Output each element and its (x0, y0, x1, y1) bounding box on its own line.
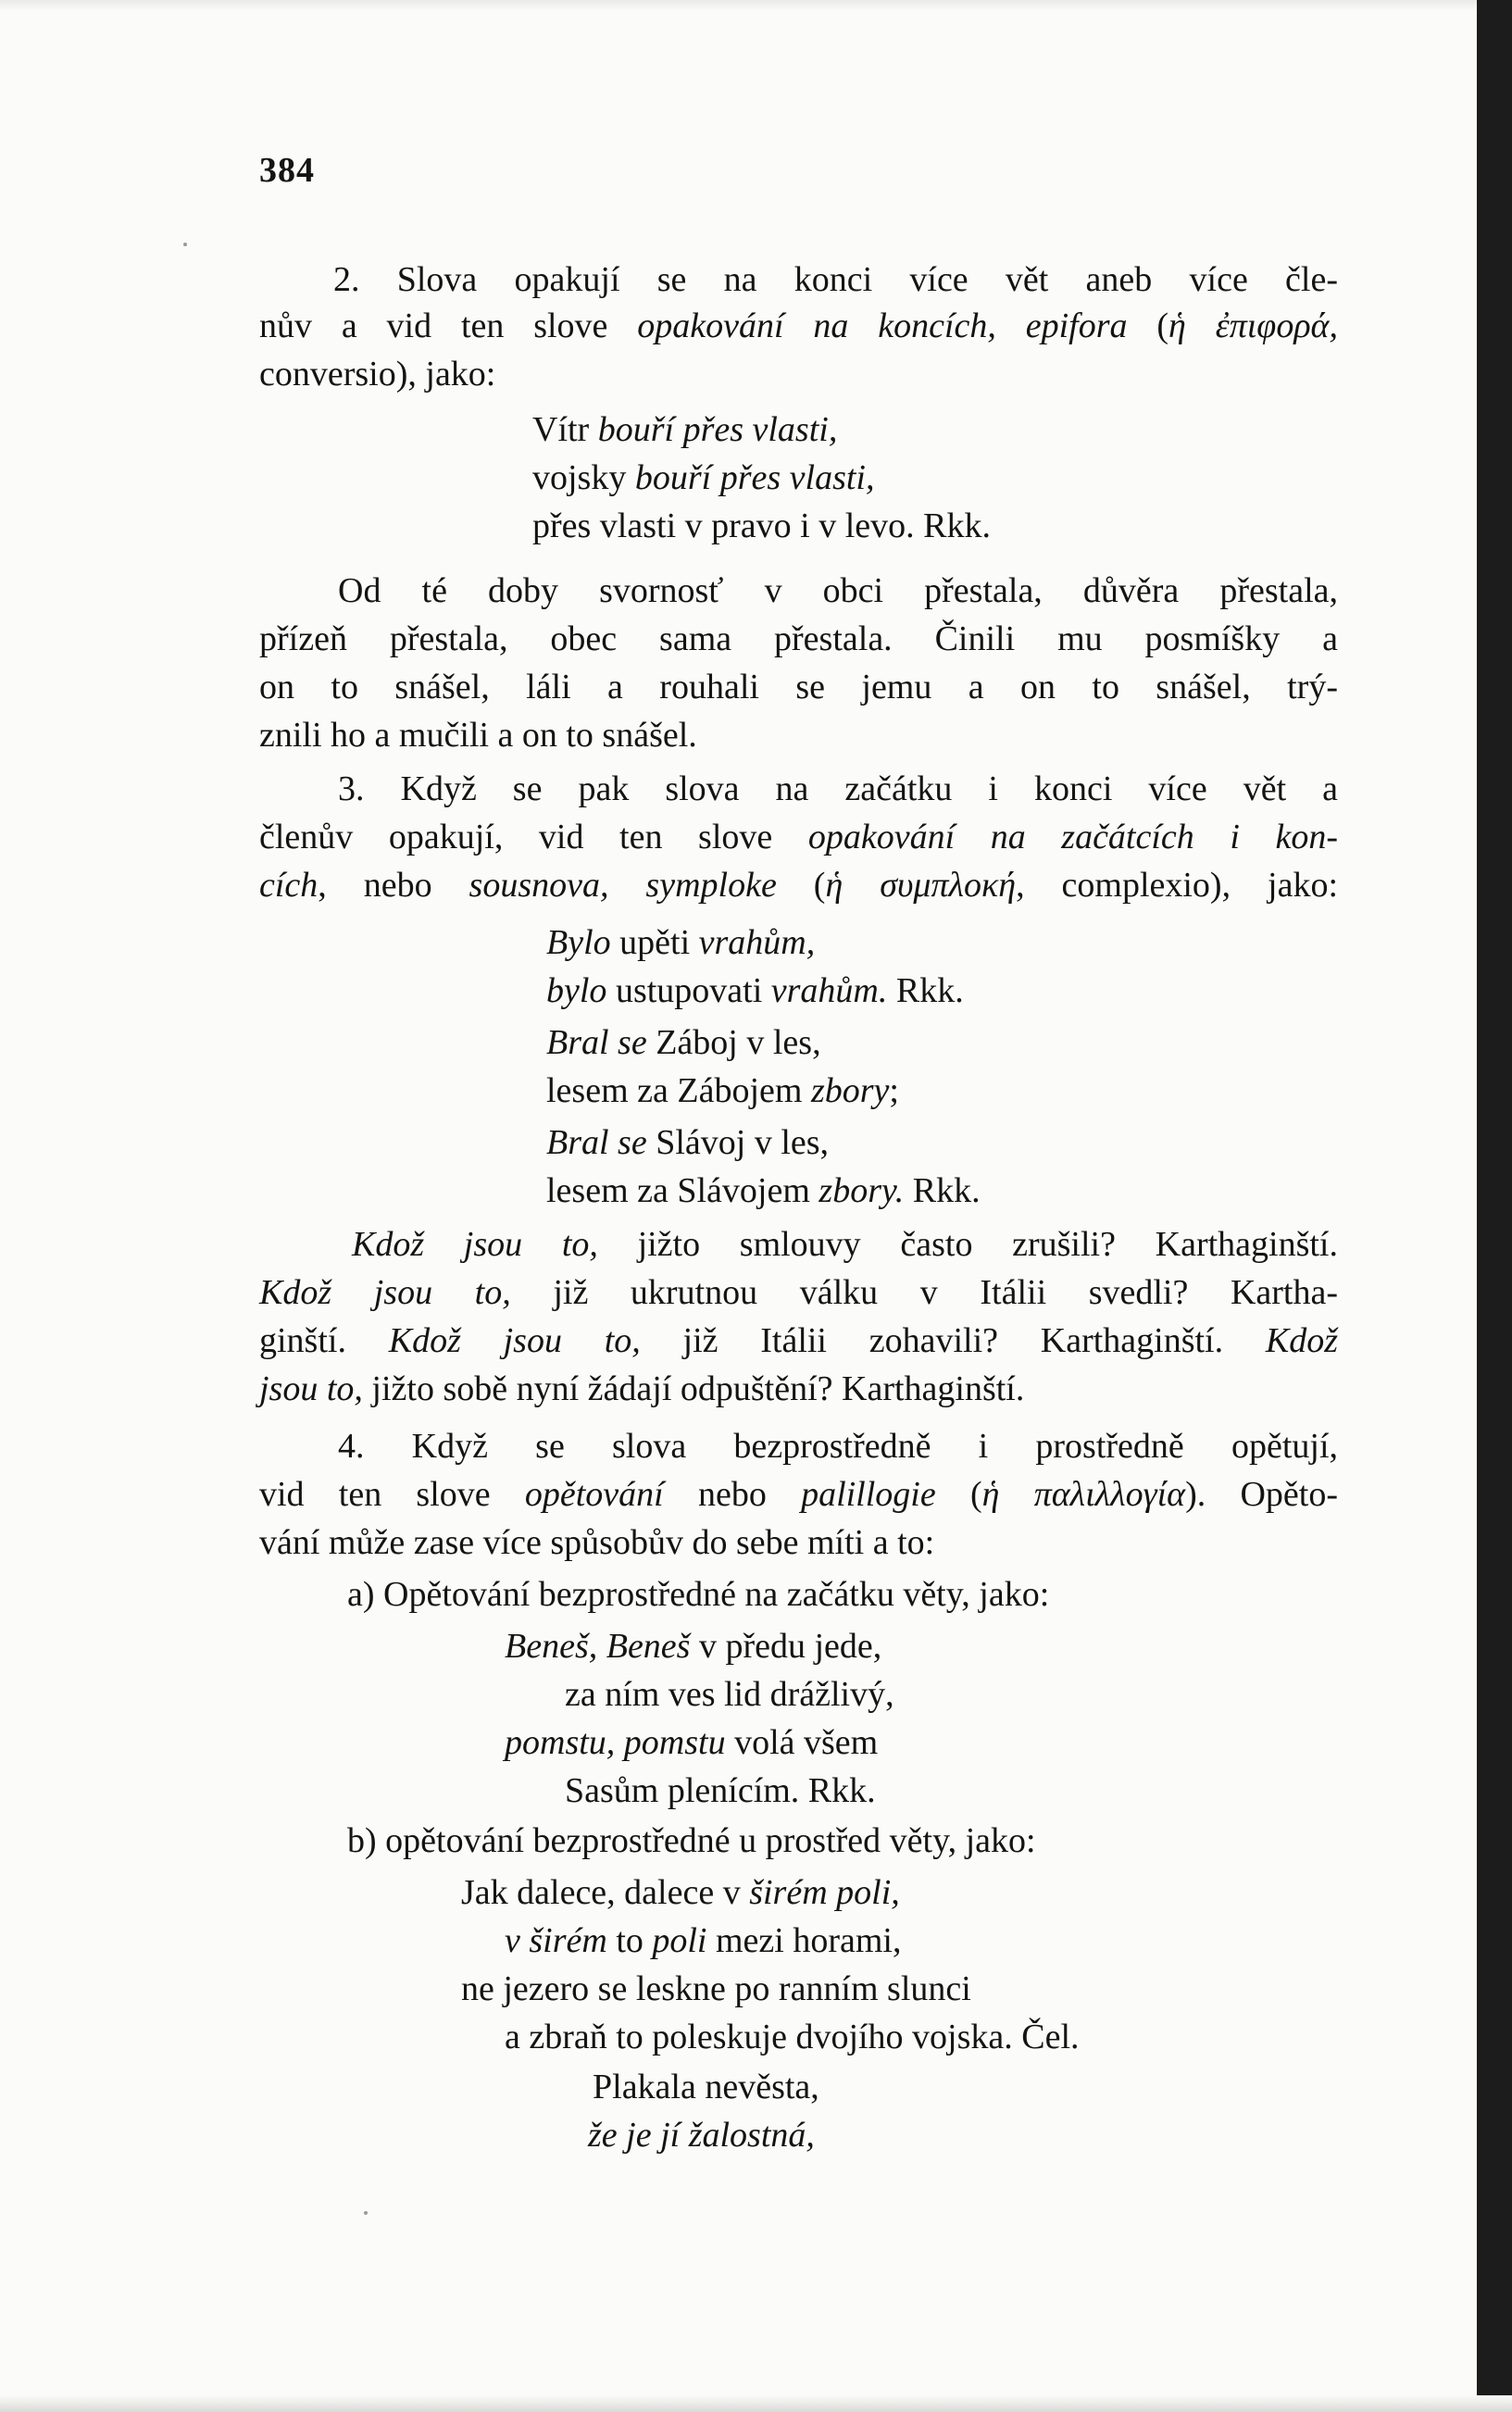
s3-verse-4: lesem za Zábojem zbory; (546, 1071, 899, 1110)
s4b-verse-6: že je jí žalostná, (588, 2116, 815, 2155)
s3-para-line-2: Kdož jsou to, již ukrutnou válku v Itálii svedli? Kartha- (259, 1273, 1338, 1312)
s2-para-line-4: znili ho a mučili a on to snášel. (259, 716, 697, 755)
s4a-verse-3: pomstu, pomstu volá všem (505, 1723, 879, 1762)
s3-verse-3: Bral se Záboj v les, (546, 1023, 821, 1062)
s3-line-3: cích, nebo sousnova, symploke (ἡ συμπλοκή, complexio), jako: (259, 866, 1338, 905)
speck (183, 243, 187, 246)
page-right-border (1477, 0, 1512, 2412)
s4b-verse-1: Jak dalece, dalece v širém poli, (461, 1873, 900, 1912)
page-top-shadow (0, 0, 1512, 11)
s2-line-2: nův a vid ten slove opakování na koncích, epifora (ἡ ἐπιφορά, (259, 306, 1339, 345)
s2-verse-3: přes vlasti v pravo i v levo. Rkk. (532, 506, 991, 545)
s2-line-1: 2. Slova opakují se na konci více vět aneb více čle- (333, 260, 1338, 299)
s3-line-2: členův opakují, vid ten slove opakování na začátcích i kon- (259, 818, 1339, 856)
s4a-verse-2: za ním ves lid drážlivý, (565, 1675, 894, 1714)
page-number: 384 (259, 151, 315, 190)
s4-item-b: b) opětování bezprostředné u prostřed věty, jako: (347, 1821, 1036, 1860)
s4b-verse-3: ne jezero se leskne po ranním slunci (461, 1969, 971, 2008)
s4-line-2: vid ten slove opětování nebo palillogie (ἡ παλιλλογία). Opěto- (259, 1475, 1338, 1514)
s4b-verse-4: a zbraň to poleskuje dvojího vojska. Čel. (505, 2018, 1080, 2056)
page-bottom-shadow (0, 2395, 1512, 2412)
s3-verse-6: lesem za Slávojem zbory. Rkk. (546, 1171, 981, 1210)
s3-verse-1: Bylo upěti vrahům, (546, 923, 816, 962)
s3-verse-5: Bral se Slávoj v les, (546, 1123, 830, 1162)
s2-verse-1: Vítr bouří přes vlasti, (532, 410, 838, 449)
s4b-verse-2: v širém to poli mezi horami, (505, 1921, 902, 1960)
s3-line-1: 3. Když se pak slova na začátku i konci více vět a (338, 769, 1338, 808)
s3-verse-2: bylo ustupovati vrahům. Rkk. (546, 971, 964, 1010)
s2-para-line-2: přízeň přestala, obec sama přestala. Činili mu posmíšky a (259, 619, 1338, 658)
s2-line-3: conversio), jako: (259, 355, 496, 394)
s4-item-a: a) Opětování bezprostředné na začátku věty, jako: (347, 1575, 1050, 1614)
s4a-verse-4: Sasům plenícím. Rkk. (565, 1771, 876, 1810)
s2-para-line-3: on to snášel, láli a rouhali se jemu a on to snášel, trý- (259, 668, 1338, 706)
s3-para-line-3: ginští. Kdož jsou to, již Itálii zohavili? Karthaginští. Kdož (259, 1321, 1338, 1360)
s4-line-1: 4. Když se slova bezprostředně i prostředně opětují, (338, 1427, 1338, 1466)
speck (364, 2211, 368, 2215)
s4a-verse-1: Beneš, Beneš v předu jede, (505, 1627, 882, 1666)
s4-line-3: vání může zase více spůsobův do sebe míti a to: (259, 1523, 935, 1562)
s2-para-line-1: Od té doby svornosť v obci přestala, důvěra přestala, (338, 571, 1338, 610)
s3-para-line-4: jsou to, jižto sobě nyní žádají odpuštění? Karthaginští. (259, 1369, 1025, 1408)
s3-para-line-1: Kdož jsou to, jižto smlouvy často zrušili? Karthaginští. (352, 1225, 1338, 1264)
s4b-verse-5: Plakala nevěsta, (593, 2068, 819, 2106)
s2-verse-2: vojsky bouří přes vlasti, (532, 458, 875, 497)
